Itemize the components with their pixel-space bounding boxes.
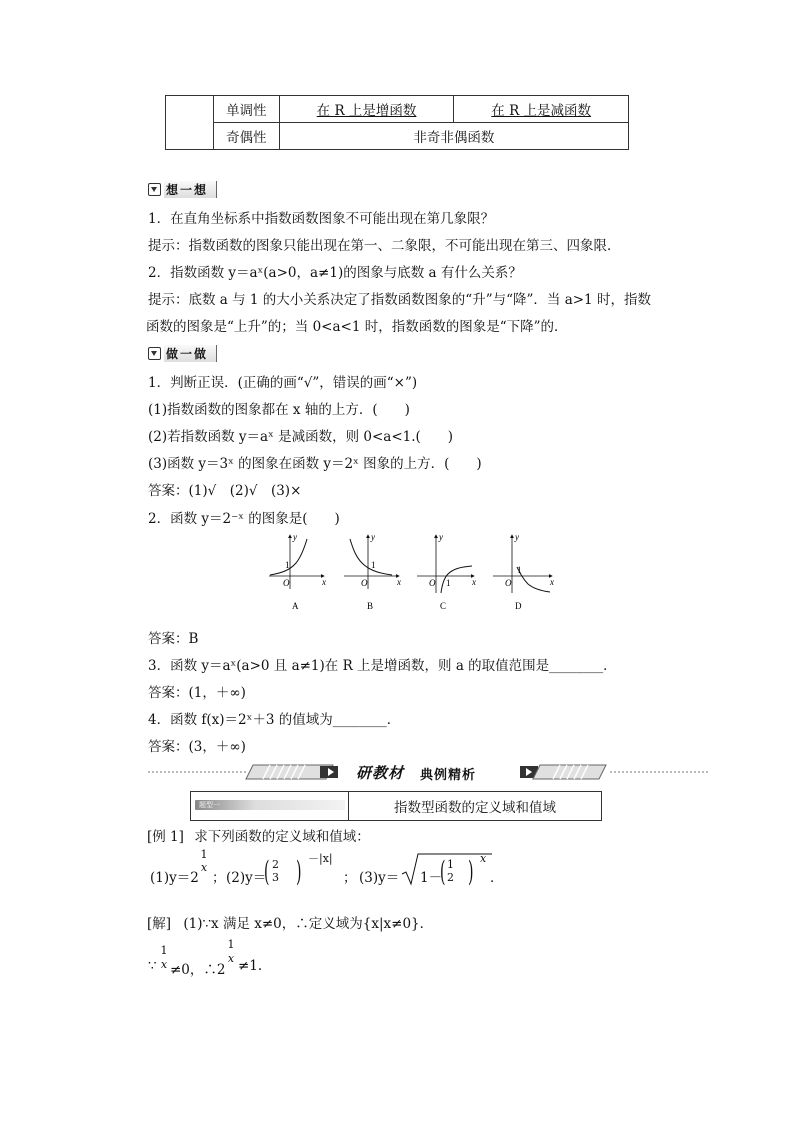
graph-a-origin: O: [283, 578, 290, 588]
part-2-prefix: (2)y＝: [226, 870, 267, 886]
part-2-exp: －|x|: [308, 852, 333, 865]
graph-a-one: 1: [285, 560, 290, 570]
example-prompt-line: [147, 825, 370, 845]
part-2-rparen: ): [296, 855, 302, 888]
graph-d-y-label: y: [515, 532, 519, 542]
properties-table: [165, 95, 629, 150]
do-question-3: 3．函数 y＝aˣ(a>0 且 a≠1)在 R 上是增函数，则 a 的取值范围是________．: [148, 658, 617, 674]
topic-badge: [195, 800, 345, 810]
graph-c-one: 1: [446, 578, 451, 588]
topic-badge-text: 题型一: [199, 801, 220, 809]
do-tag: [148, 346, 217, 360]
think-tag-label: 想一想: [164, 181, 217, 198]
graph-b-label: B: [367, 601, 374, 611]
solution-2-exponent: [226, 938, 236, 966]
example-prompt: 求下列函数的定义域和值域：: [194, 829, 370, 845]
do-tag-label: 做一做: [164, 345, 217, 362]
do-answer-1: 答案：(1)√ (2)√ (3)×: [148, 483, 302, 499]
triangle-down-icon: [148, 347, 161, 360]
part-3-fraction: [447, 858, 454, 884]
graph-a-y-label: y: [293, 532, 297, 542]
graph-options: [264, 531, 494, 621]
do-question-1: 1．判断正误．(正确的画“√”，错误的画“×”): [148, 375, 418, 391]
solution-1: (1)∵x 满足 x≠0，∴定义域为{x|x≠0}．: [183, 916, 434, 932]
do-answer-3: 答案：(1，＋∞): [148, 685, 246, 701]
example-label: [例 1]: [147, 829, 184, 845]
parity-label: 奇偶性: [213, 123, 279, 150]
topic-badge-area: [191, 792, 348, 820]
think-question-2: 2．指数函数 y＝aˣ(a>0，a≠1)的图象与底数 a 有什么关系？: [148, 265, 522, 281]
solution-2-mid: ≠0，∴2: [170, 962, 226, 978]
solution-2-exp-num: 1: [227, 938, 235, 951]
part-1-prefix: (1)y＝2: [150, 870, 199, 886]
graph-d-label: D: [515, 601, 522, 611]
solution-2-because: ∵: [148, 958, 157, 974]
graph-c-origin: O: [429, 578, 436, 588]
graph-d-one: 1: [517, 565, 522, 575]
solution-label: [解]: [147, 916, 172, 932]
graph-d-svg: [490, 531, 560, 621]
solution-line-1: [147, 912, 433, 932]
part-3-num: 1: [447, 858, 454, 871]
graph-c-x-label: x: [472, 577, 476, 587]
part-2-lparen: (: [264, 855, 270, 888]
monotonicity-label: 单调性: [213, 96, 279, 123]
banner-title: 研教材: [356, 764, 405, 782]
do-question-1-3: (3)函数 y＝3ˣ 的图象在函数 y＝2ˣ 图象的上方．( ): [148, 456, 482, 472]
do-question-1-1: (1)指数函数的图象都在 x 轴的上方．( ): [148, 402, 410, 418]
do-answer-2: 答案：B: [148, 631, 199, 647]
part-2-sep: ；: [343, 870, 357, 886]
think-answer-2-line-1: 提示：底数 a 与 1 的大小关系决定了指数函数图象的“升”与“降”．当 a>1 时，指数: [148, 292, 651, 308]
part-3-end: ．: [490, 870, 504, 886]
part-3-den: 2: [447, 871, 454, 884]
increasing-cell: [279, 96, 454, 123]
graph-b-x-label: x: [397, 577, 401, 587]
do-question-4: 4．函数 f(x)＝2ˣ＋3 的值域为________．: [148, 712, 401, 728]
graph-a-x-label: x: [322, 577, 326, 587]
graph-c-y-label: y: [439, 532, 443, 542]
think-question-1: 1．在直角坐标系中指数函数图象不可能出现在第几象限？: [148, 211, 495, 227]
do-question-2: 2．函数 y＝2⁻ˣ 的图象是( ): [148, 511, 340, 527]
graph-c-label: C: [440, 601, 447, 611]
part-3-exp: x: [480, 852, 487, 865]
solution-2-fraction: [160, 944, 168, 972]
solution-2-exp-den: x: [227, 952, 235, 965]
parity-value: 非奇非偶函数: [279, 123, 628, 150]
graph-d: [493, 535, 552, 593]
do-answer-4: 答案：(3，＋∞): [148, 739, 246, 755]
solution-2-num: 1: [160, 944, 168, 957]
part-2-den: 3: [272, 871, 279, 884]
part-1-exponent: [199, 848, 209, 874]
topic-box: [190, 791, 602, 821]
example-part-1: [150, 866, 199, 886]
triangle-down-icon: [148, 183, 161, 196]
graph-a-label: A: [292, 601, 299, 611]
part-1-sep: ；: [212, 870, 226, 886]
graph-d-origin: O: [505, 578, 512, 588]
graph-d-x-label: x: [550, 577, 554, 587]
graph-b-one: 1: [371, 560, 376, 570]
solution-2-den: x: [160, 958, 168, 971]
think-tag: [148, 182, 217, 196]
part-1-exp-num: 1: [200, 848, 208, 861]
section-banner: [148, 762, 708, 782]
part-2-num: 2: [272, 858, 279, 871]
part-3-prefix: (3)y＝: [359, 870, 400, 886]
part-3-rparen: ): [468, 855, 474, 888]
increasing-text: 在 R 上是增函数: [316, 103, 417, 119]
solution-2-end: ≠1.: [238, 958, 263, 974]
part-2-fraction: [272, 858, 279, 884]
decreasing-cell: [454, 96, 629, 123]
part-1-exp-den: x: [200, 861, 208, 874]
decreasing-text: 在 R 上是减函数: [491, 103, 592, 119]
graph-b-y-label: y: [371, 532, 375, 542]
graph-a: [269, 535, 324, 589]
think-answer-1: 提示：指数函数的图象只能出现在第一、二象限，不可能出现在第三、四象限．: [148, 238, 621, 254]
table-blank-cell: [166, 96, 214, 150]
banner-subtitle: 典例精析: [420, 768, 477, 783]
graph-b-origin: O: [361, 578, 368, 588]
do-question-1-2: (2)若指数函数 y＝aˣ 是减函数，则 0<a<1.( ): [148, 429, 454, 445]
part-3-lparen: (: [440, 855, 446, 888]
think-answer-2-line-2: 函数的图象是“上升”的；当 0<a<1 时，指数函数的图象是“下降”的．: [146, 319, 568, 335]
topic-title: 指数型函数的定义域和值域: [394, 800, 556, 816]
part-3-inner: 1－: [420, 870, 443, 886]
